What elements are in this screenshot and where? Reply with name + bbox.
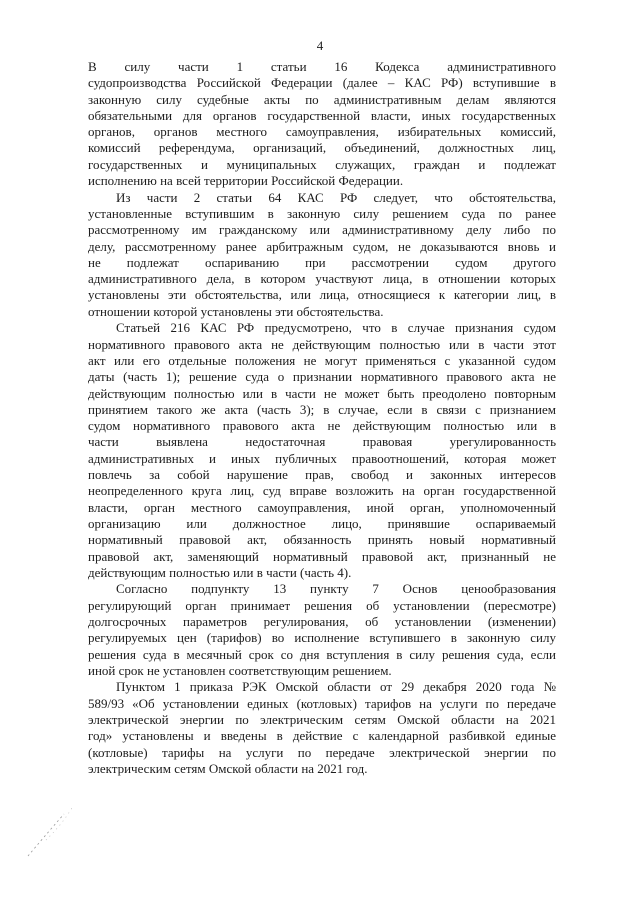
text-line: судом нормативного правового акта не действующим полностью или в	[88, 418, 556, 434]
text-line: нормативный правовой акт, обязанность принять новый нормативный	[88, 532, 556, 548]
text-line: неопределенного круга лиц, суд вправе возложить на орган государственной	[88, 483, 556, 499]
paragraph	[88, 581, 556, 679]
text-line: В силу части 1 статьи 16 Кодекса административного	[88, 59, 556, 74]
text-line: регулируемых цен (тарифов) во исполнение вступившего в законную силу	[88, 630, 556, 646]
text-line: исполнению на всей территории Российской Федерации.	[88, 173, 404, 189]
text-line: части выявлена недостаточная правовая урегулированность	[88, 434, 556, 450]
paragraph	[88, 679, 556, 777]
text-line: обязательными для органов государственной власти, иных государственных	[88, 107, 556, 123]
text-line: административного дела, в котором участвуют лица, в отношении которых	[88, 271, 556, 287]
text-line: Согласно подпункту 13 пункту 7 Основ ценообразования	[116, 581, 556, 597]
text-line: государственных и муниципальных служащих, граждан и подлежат	[88, 156, 556, 172]
text-line: рассмотренному им гражданскому или административному делу либо по	[88, 222, 556, 238]
text-line: электрической энергии по электрическим сетям Омской области на 2021	[88, 712, 556, 728]
text-line: Из части 2 статьи 64 КАС РФ следует, что обстоятельства,	[116, 189, 556, 205]
text-line: повлечь за собой нарушение прав, свобод и законных интересов	[88, 467, 556, 483]
text-line: судопроизводства Российской Федерации (далее – КАС РФ) вступившие в	[88, 75, 556, 91]
text-line: электрическим сетям Омской области на 2021 год.	[88, 760, 368, 776]
text-line: делу, рассмотренному ранее арбитражным судом, не доказываются вновь и	[88, 238, 556, 254]
text-line: решения суда в месячный срок со дня вступления в силу решения суда, если	[88, 646, 556, 662]
text-line: 589/93 «Об установлении единых (котловых) тарифов на услуги по передаче	[88, 695, 556, 711]
text-line: принятием такого же акта (часть 3); в случае, если в связи с признанием	[88, 401, 556, 417]
text-line: органов, органов местного самоуправления, избирательных комиссий,	[88, 124, 556, 140]
text-line: действующим полностью или в части (часть 4).	[88, 564, 352, 580]
text-line: иной срок не установлен соответствующим решением.	[88, 662, 392, 678]
pen-mark	[24, 800, 84, 860]
text-line: (котловые) тарифы на услуги по передаче электрической энергии по	[88, 744, 556, 760]
text-line: власти, орган местного самоуправления, иной орган, уполномоченный	[88, 499, 556, 515]
text-line: не подлежат оспариванию при рассмотрении судом другого	[88, 254, 556, 270]
text-line: установленные вступившим в законную силу решением суда по ранее	[88, 205, 556, 221]
paragraph	[88, 59, 556, 189]
text-line: регулирующий орган принимает решения об установлении (пересмотре)	[88, 597, 556, 613]
text-line: долгосрочных параметров регулирования, об установлении (изменении)	[88, 613, 556, 629]
text-line: нормативного правового акта не действующим полностью или в части этот	[88, 336, 556, 352]
text-line: акт или его отдельные положения не могут применяться с указанной судом	[88, 352, 556, 368]
text-line: законную силу судебные акты по административным делам являются	[88, 91, 556, 107]
text-line: организацию или должностное лицо, принявшие оспариваемый	[88, 515, 556, 531]
text-line: действующим полностью или в части не может быть преодолено повторным	[88, 385, 556, 401]
page-number: 4	[316, 38, 324, 53]
text-line: отношении которой установлены эти обстоятельства.	[88, 303, 384, 319]
text-line: комиссий референдума, организаций, объединений, должностных лиц,	[88, 140, 556, 156]
text-line: год» установлены и введены в действие с календарной разбивкой единые	[88, 728, 556, 744]
paragraph	[88, 320, 556, 581]
document-body	[88, 59, 556, 778]
text-line: Статьей 216 КАС РФ предусмотрено, что в случае признания судом	[116, 320, 556, 336]
text-line: Пунктом 1 приказа РЭК Омской области от 29 декабря 2020 года №	[116, 679, 556, 695]
text-line: правовой акт, заменяющий нормативный правовой акт, признанный не	[88, 548, 556, 564]
paragraph	[88, 190, 556, 320]
text-line: установлены эти обстоятельства, или лица, относящиеся к категории лиц, в	[88, 287, 556, 303]
text-line: административных и иных публичных правоотношений, которая может	[88, 450, 556, 466]
text-line: даты (часть 1); решение суда о признании нормативного правового акта не	[88, 369, 556, 385]
